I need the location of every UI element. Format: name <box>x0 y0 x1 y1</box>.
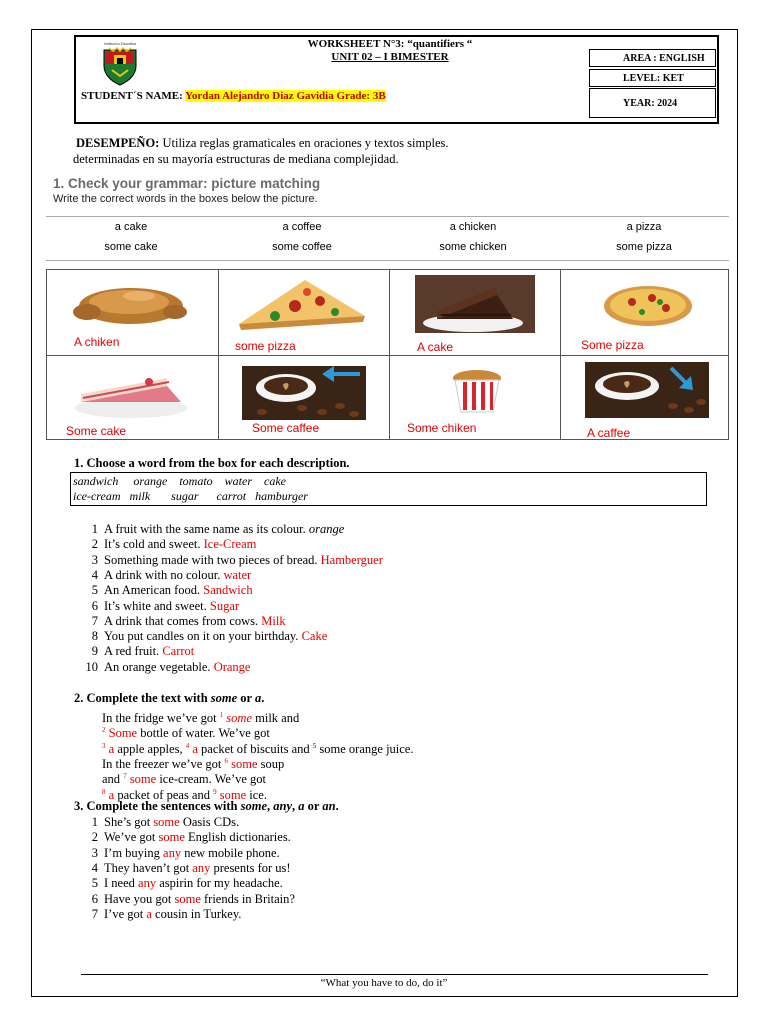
item-question: It’s cold and sweet. <box>104 537 204 552</box>
item-answer: orange <box>308 522 345 536</box>
text: aspirin for my headache. <box>156 876 283 891</box>
word-cell: a pizza <box>626 221 662 233</box>
item-number: 2 <box>91 830 98 845</box>
word-cell: a cake <box>114 221 148 233</box>
section-3-title <box>74 691 264 706</box>
list-item <box>82 643 194 659</box>
picture-answer: some pizza <box>235 339 296 353</box>
title-text: , <box>267 799 274 813</box>
text: new mobile phone. <box>181 845 280 860</box>
item-number: 8 <box>91 629 98 644</box>
chicken-bucket-icon <box>451 368 503 414</box>
footer-quote: “What you have to do, do it” <box>320 977 448 989</box>
text: Have you got <box>104 891 175 906</box>
desempeno-text-2: determinadas en su mayoría estructuras de mediana complejidad. <box>73 151 399 166</box>
chocolate-cake-slice-icon <box>415 275 535 333</box>
text-line <box>102 768 267 787</box>
word-column <box>388 217 558 257</box>
item-answer: some <box>174 891 201 906</box>
title-text: an <box>322 799 336 813</box>
text: packet of peas and <box>114 787 214 802</box>
list-item <box>82 891 295 907</box>
list-item <box>82 906 241 922</box>
picture-answer: Some cake <box>66 424 127 438</box>
item-question: You put candles on it on your birthday. <box>104 629 302 644</box>
item-answer: some <box>158 830 185 845</box>
desempeno-label: DESEMPEÑO: <box>76 136 160 150</box>
superscript: 2 <box>102 726 106 735</box>
picture-grid <box>46 269 729 440</box>
grid-divider <box>389 270 390 439</box>
text: ice. <box>246 787 267 802</box>
title-text: 2. Complete the text with <box>74 691 211 705</box>
list-item <box>82 860 291 876</box>
superscript: 7 <box>123 772 127 781</box>
text: some orange juice. <box>316 741 414 756</box>
item-answer: Orange <box>213 659 251 674</box>
item-question: Something made with two pieces of bread. <box>104 552 321 567</box>
word-column <box>46 217 216 257</box>
item-number: 1 <box>91 815 98 829</box>
section-1-instruction: Write the correct words in the boxes below the picture. <box>53 193 318 205</box>
text: apple apples, <box>114 741 186 756</box>
word-column <box>559 217 729 257</box>
grid-divider <box>47 355 728 356</box>
coffee-beans-icon <box>242 366 366 420</box>
text-line <box>102 722 270 741</box>
title-text: a <box>298 799 305 813</box>
item-answer: Sugar <box>209 598 240 613</box>
title-text: , <box>292 799 299 813</box>
item-number: 2 <box>91 537 98 552</box>
section-4-title <box>74 799 339 814</box>
word-box-row: ice-cream milk sugar carrot hamburger <box>73 489 308 503</box>
list-item <box>82 829 291 845</box>
text: presents for us! <box>210 860 291 875</box>
text: Oasis CDs. <box>179 815 240 829</box>
item-question: A drink that comes from cows. <box>104 613 262 628</box>
worksheet-title: WORKSHEET N°3: “quantifiers “ <box>307 38 473 50</box>
list-item <box>82 598 239 614</box>
word-cell: some chicken <box>439 241 507 253</box>
item-question: It’s white and sweet. <box>104 598 210 613</box>
list-item <box>82 536 256 552</box>
picture-answer: Some chiken <box>407 421 477 435</box>
word-cell: a coffee <box>282 221 322 233</box>
text: She’s got <box>104 815 154 829</box>
item-number: 3 <box>91 845 98 860</box>
answer: some <box>231 757 258 772</box>
item-number: 7 <box>91 613 98 628</box>
superscript: 5 <box>312 741 317 750</box>
text: packet of biscuits and <box>197 741 313 756</box>
text: In the freezer we’ve got <box>102 757 225 772</box>
word-cell: some coffee <box>272 241 332 253</box>
text: ice-cream. We’ve got <box>156 772 267 787</box>
answer: some <box>219 787 247 802</box>
superscript: 3 <box>102 741 106 750</box>
word-box <box>70 472 707 506</box>
superscript: 6 <box>224 756 228 765</box>
word-table <box>46 216 729 261</box>
item-answer: some <box>153 815 180 829</box>
list-item <box>82 567 251 583</box>
item-question: An orange vegetable. <box>104 659 214 674</box>
picture-answer: A chiken <box>74 335 120 349</box>
picture-answer: Some pizza <box>581 338 644 352</box>
item-answer: Hamberguer <box>320 552 383 567</box>
text: friends in Britain? <box>200 891 295 906</box>
item-answer: Sandwich <box>203 583 253 598</box>
item-question: An American food. <box>104 583 204 598</box>
list-item <box>82 814 239 830</box>
grid-divider <box>218 270 219 439</box>
answer: some <box>129 772 157 787</box>
text: I’ve got <box>104 906 147 921</box>
section-2-title: 1. Choose a word from the box for each description. <box>74 456 350 470</box>
text: milk and <box>252 711 300 726</box>
list-item <box>82 875 283 891</box>
text: cousin in Turkey. <box>151 906 242 921</box>
superscript: 9 <box>213 787 217 796</box>
item-number: 6 <box>91 891 98 906</box>
text: and <box>102 772 124 787</box>
text: bottle of water. We’ve got <box>137 726 270 741</box>
word-column <box>217 217 387 257</box>
list-item <box>82 659 250 675</box>
item-answer: Milk <box>261 613 286 628</box>
grid-divider <box>560 270 561 439</box>
text: They haven’t got <box>104 860 193 875</box>
word-cell: some cake <box>104 241 158 253</box>
text-line <box>102 738 413 754</box>
section-1-title: 1. Check your grammar: picture matching <box>53 176 321 191</box>
item-question: A drink with no colour. <box>104 567 224 582</box>
superscript: 4 <box>185 741 190 750</box>
item-question: A fruit with the same name as its colour. <box>104 522 309 536</box>
school-crest-icon <box>97 40 143 86</box>
item-answer: any <box>163 845 182 860</box>
item-number: 6 <box>91 598 98 613</box>
item-number: 1 <box>91 522 98 536</box>
list-item <box>82 628 327 644</box>
item-number: 5 <box>91 876 98 891</box>
list-item <box>82 521 344 537</box>
item-number: 4 <box>91 567 98 582</box>
list-item <box>82 845 280 861</box>
picture-answer: Some caffee <box>252 421 320 435</box>
superscript: 1 <box>219 711 224 719</box>
student-name-line <box>81 90 386 102</box>
answer: some <box>226 711 252 726</box>
picture-answer: A caffee <box>587 426 631 440</box>
title-text: some <box>240 799 268 813</box>
text: I’m buying <box>104 845 164 860</box>
item-answer: water <box>223 567 252 582</box>
list-item <box>82 613 286 629</box>
area-box: AREA : ENGLISH <box>589 49 716 67</box>
answer: a <box>192 741 198 756</box>
footer-divider <box>81 974 708 975</box>
answer: Some <box>108 726 138 741</box>
level-box: LEVEL: KET <box>589 69 716 87</box>
item-number: 7 <box>91 906 98 921</box>
title-text: . <box>335 799 339 813</box>
cake-slice-icon <box>69 364 194 420</box>
item-number: 4 <box>91 860 98 875</box>
title-text: some <box>210 691 238 705</box>
title-text: . <box>261 691 265 705</box>
item-answer: a <box>146 906 152 921</box>
superscript: 8 <box>102 787 106 796</box>
desempeno-text-1: Utiliza reglas gramaticales en oraciones y textos simples. <box>159 136 449 150</box>
text: I need <box>104 876 139 891</box>
item-number: 10 <box>85 659 98 674</box>
item-answer: Carrot <box>162 644 195 659</box>
item-number: 9 <box>91 644 98 659</box>
list-item <box>82 582 253 598</box>
answer: a <box>108 787 115 802</box>
student-name-value: Yordan Alejandro Diaz Gavidia Grade: 3B <box>185 90 386 102</box>
pizza-slice-icon <box>235 276 371 332</box>
whole-pizza-icon <box>602 280 694 328</box>
student-name-label: STUDENT´S NAME: <box>81 90 183 102</box>
item-answer: any <box>138 876 157 891</box>
picture-answer: A cake <box>417 340 454 354</box>
item-answer: Ice-Cream <box>203 537 257 552</box>
title-text: a <box>255 691 262 705</box>
title-text: or <box>304 799 323 813</box>
year-box: YEAR: 2024 <box>589 88 716 118</box>
item-answer: Cake <box>301 629 328 644</box>
text: English dictionaries. <box>184 830 291 845</box>
item-number: 3 <box>91 552 98 567</box>
text: soup <box>257 757 285 772</box>
unit-title: UNIT 02 – I BIMESTER <box>331 51 449 63</box>
title-text: any <box>273 799 293 813</box>
text: In the fridge we’ve got <box>102 711 220 726</box>
word-box-row: sandwich orange tomato water cake <box>73 474 286 488</box>
crest-text: Institucion Educativa <box>103 42 137 46</box>
text-line <box>102 784 267 800</box>
title-text: 3. Complete the sentences with <box>74 799 241 813</box>
text-line <box>102 707 300 726</box>
item-question: A red fruit. <box>104 644 163 659</box>
item-number: 5 <box>91 583 98 598</box>
desempeno-block <box>73 136 449 167</box>
word-cell: some pizza <box>616 241 672 253</box>
text: We’ve got <box>104 830 159 845</box>
text-line <box>102 753 285 772</box>
roast-chicken-icon <box>69 278 194 328</box>
word-cell: a chicken <box>449 221 497 233</box>
item-answer: any <box>192 860 211 875</box>
answer: a <box>108 741 115 756</box>
list-item <box>82 552 383 568</box>
title-text: or <box>237 691 255 705</box>
coffee-cup-icon <box>585 362 709 418</box>
